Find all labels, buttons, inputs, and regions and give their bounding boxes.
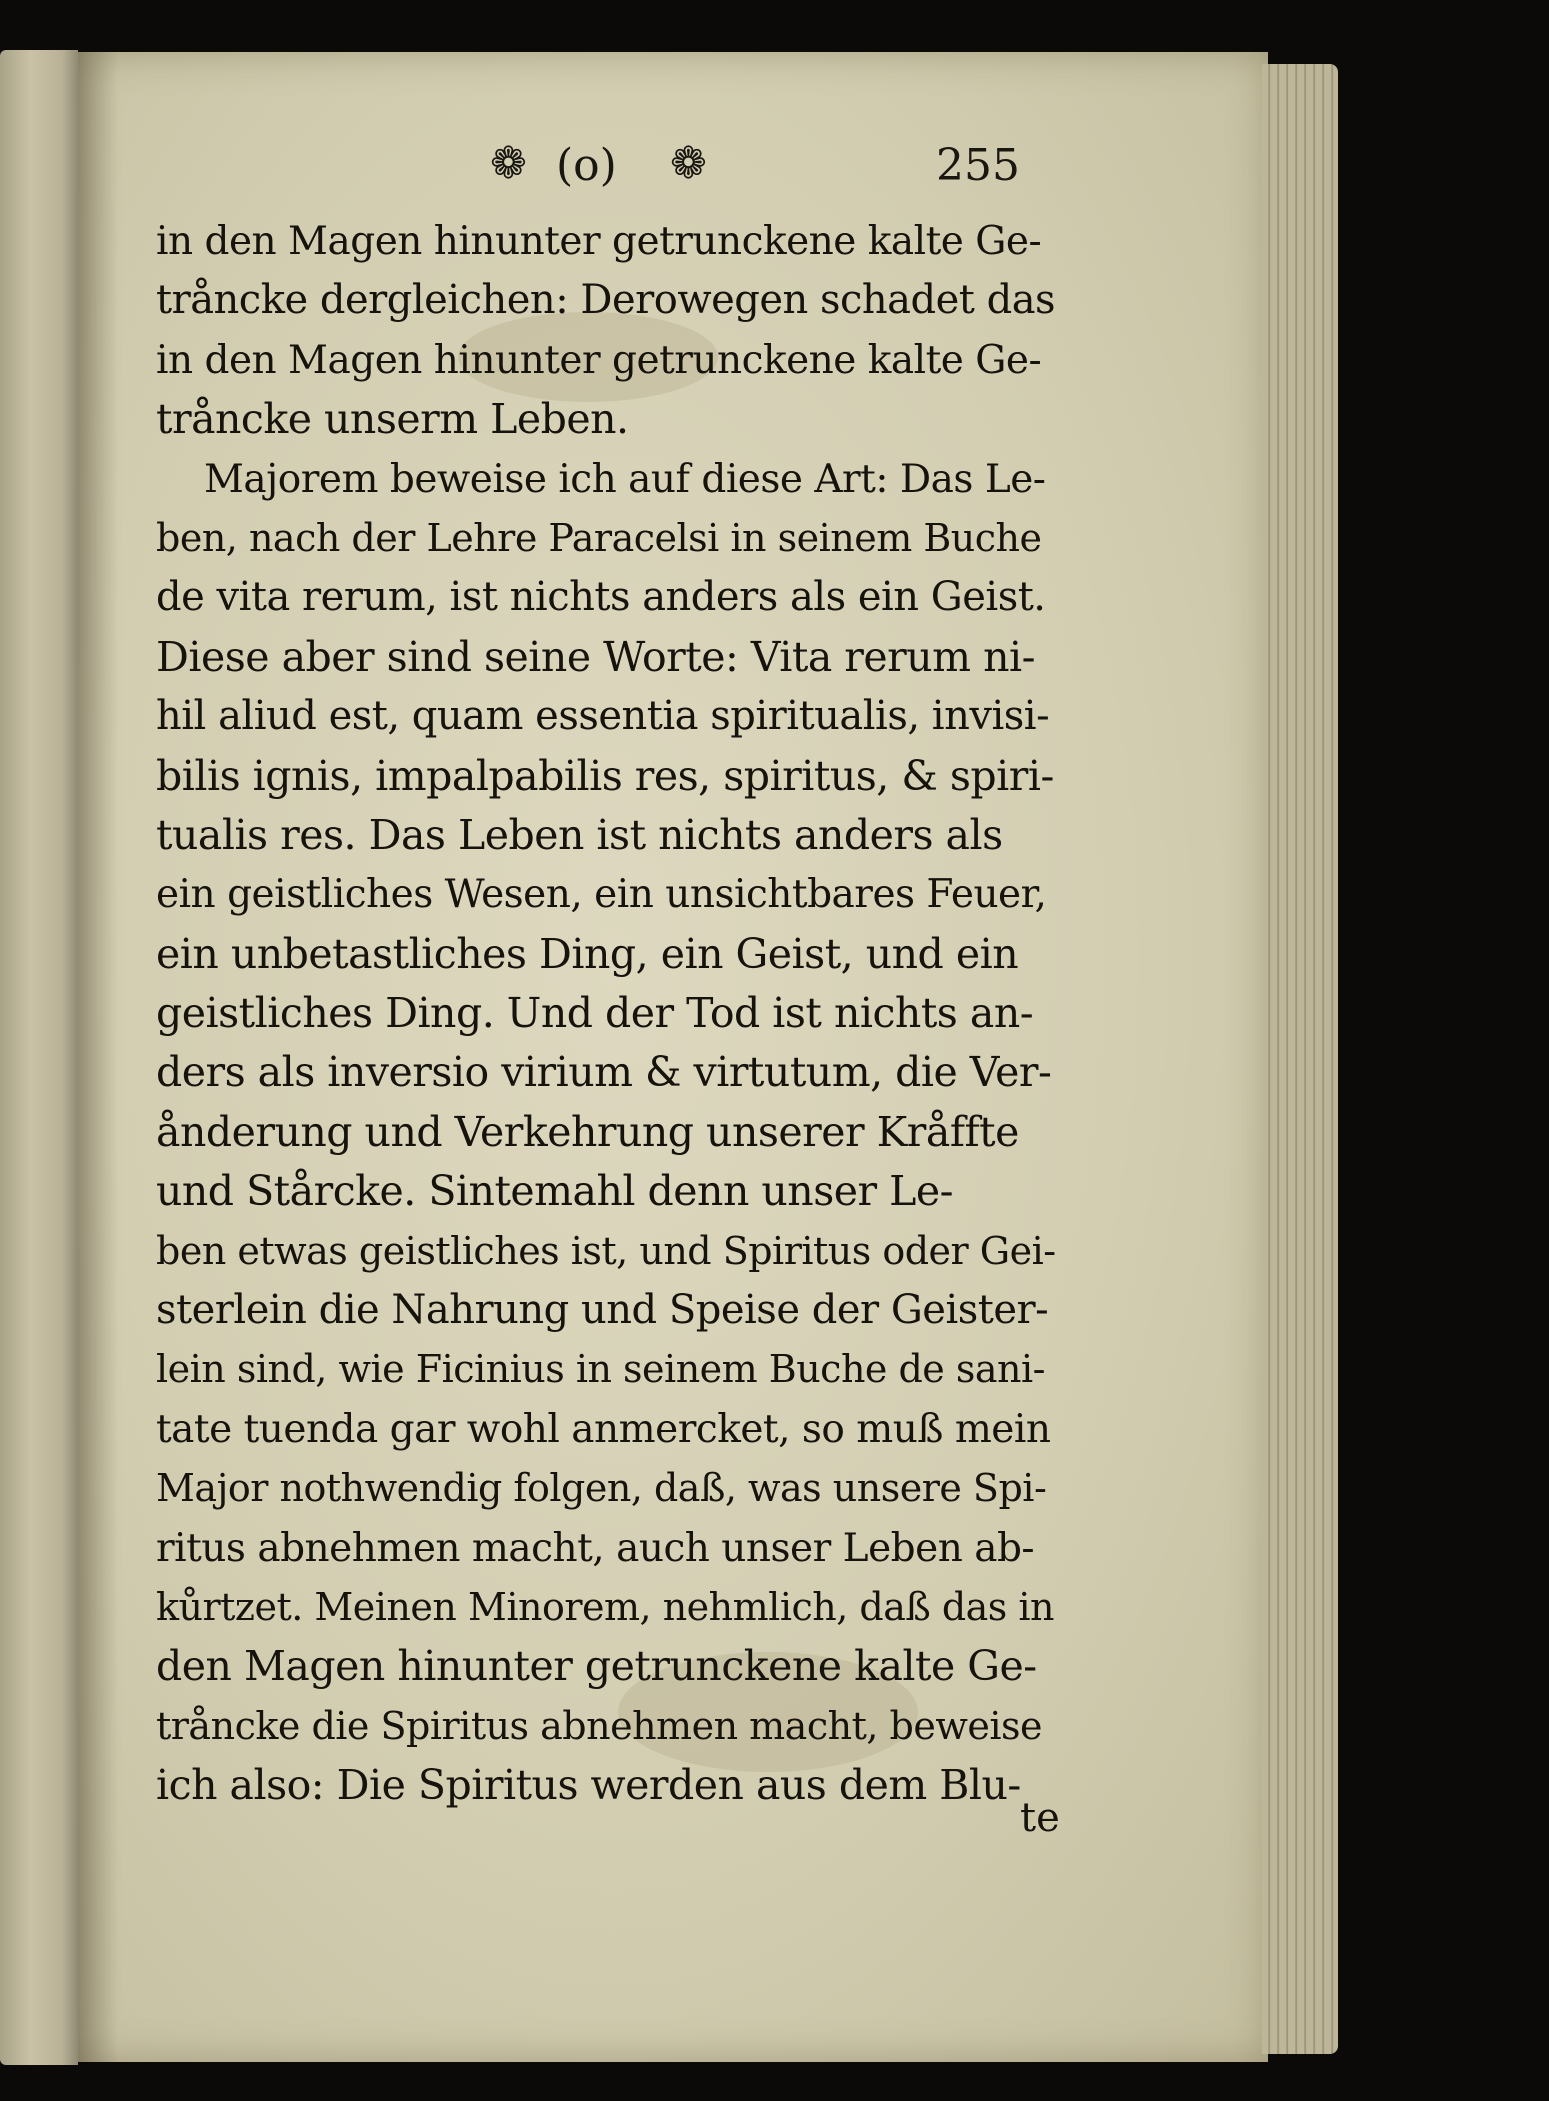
text-line: in den Magen hinunter getrunckene kalte Ge- bbox=[156, 219, 1042, 264]
text-line: ders als inversio virium & virtutum, die Ver- bbox=[156, 1048, 1052, 1097]
running-header bbox=[490, 136, 1060, 206]
text-line: de vita rerum, ist nichts anders als ein Geist. bbox=[156, 574, 1046, 621]
text-line: tate tuenda gar wohl anmercket, so muß mein bbox=[156, 1406, 1051, 1452]
text-line: tråncke die Spiritus abnehmen macht, beweise bbox=[156, 1703, 1042, 1748]
facing-page-edge bbox=[0, 50, 78, 2065]
catchword: te bbox=[1020, 1795, 1060, 1841]
text-line: ritus abnehmen macht, auch unser Leben ab- bbox=[156, 1525, 1035, 1571]
text-line: Diese aber sind seine Worte: Vita rerum ni- bbox=[156, 632, 1035, 681]
header-center-mark: (o) bbox=[556, 140, 617, 191]
text-line: ben, nach der Lehre Paracelsi in seinem Buche bbox=[156, 515, 1042, 560]
text-line: geistliches Ding. Und der Tod ist nichts an- bbox=[156, 989, 1034, 1038]
text-line: ein geistliches Wesen, ein unsichtbares Feuer, bbox=[156, 872, 1047, 918]
gutter-shadow bbox=[78, 52, 118, 2062]
page-edges bbox=[1262, 64, 1338, 2054]
flower-ornament-icon: ❁ bbox=[670, 138, 707, 189]
text-line: tråncke dergleichen: Derowegen schadet das bbox=[156, 277, 1056, 324]
text-line: ich also: Die Spiritus werden aus dem Blu- bbox=[156, 1761, 1021, 1810]
text-line: ben etwas geistliches ist, und Spiritus oder Gei- bbox=[156, 1228, 1056, 1273]
text-line: ånderung und Verkehrung unserer Kråffte bbox=[156, 1107, 1019, 1156]
text-line: ein unbetastliches Ding, ein Geist, und ein bbox=[156, 929, 1019, 978]
text-line: lein sind, wie Ficinius in seinem Buche de sani- bbox=[156, 1347, 1046, 1392]
text-line: den Magen hinunter getrunckene kalte Ge- bbox=[156, 1642, 1037, 1691]
text-line: kůrtzet. Meinen Minorem, nehmlich, daß das in bbox=[156, 1584, 1055, 1629]
text-line: sterlein die Nahrung und Speise der Geister- bbox=[156, 1287, 1049, 1334]
text-line: bilis ignis, impalpabilis res, spiritus, & spiri- bbox=[156, 751, 1054, 800]
text-line: Major nothwendig folgen, daß, was unsere Spi- bbox=[156, 1466, 1047, 1511]
text-line: tualis res. Das Leben ist nichts anders als bbox=[156, 810, 1003, 859]
text-line: Majorem beweise ich auf diese Art: Das Le- bbox=[204, 456, 1046, 502]
page-number: 255 bbox=[936, 140, 1020, 191]
text-line: und Stårcke. Sintemahl denn unser Le- bbox=[156, 1167, 953, 1216]
body-text bbox=[156, 212, 1056, 1816]
flower-ornament-icon: ❁ bbox=[490, 138, 527, 189]
text-line: hil aliud est, quam essentia spiritualis, invisi- bbox=[156, 693, 1050, 740]
text-line: tråncke unserm Leben. bbox=[156, 395, 629, 444]
text-line: in den Magen hinunter getrunckene kalte Ge- bbox=[156, 337, 1042, 383]
